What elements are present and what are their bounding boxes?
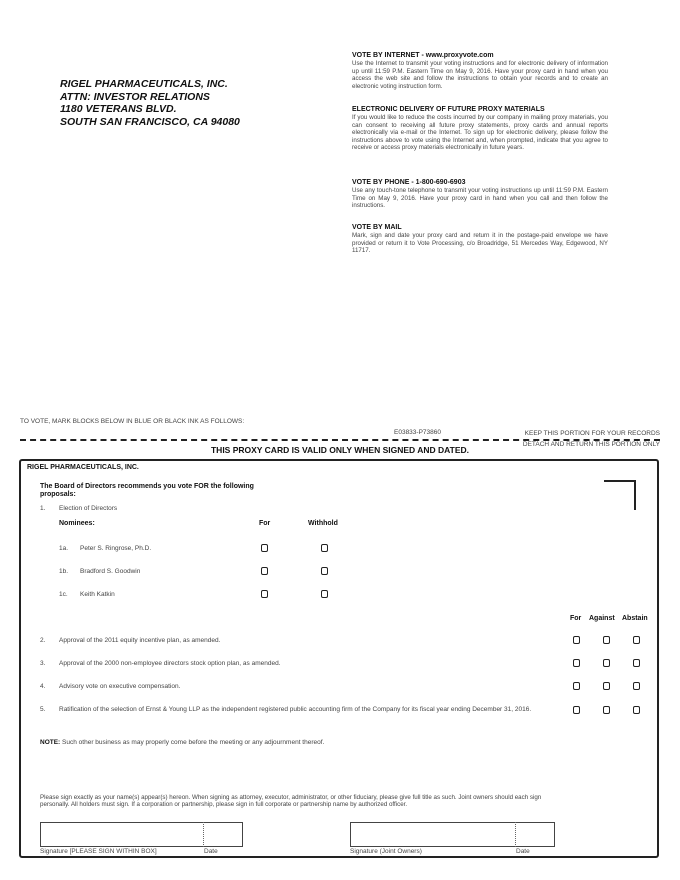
- vote-mail-section: [352, 223, 608, 255]
- proposal-text: Advisory vote on executive compensation.: [59, 683, 181, 690]
- proposals-for-header: For: [570, 615, 582, 622]
- proposal-2-for-checkbox[interactable]: [573, 636, 580, 644]
- vote-phone-body: Use any touch-tone telephone to transmit your voting instructions up until 11:59 P.M. Eastern Time on May 9, 2016. Have your proxy card in hand when you call and then follow the instructions.: [352, 187, 608, 210]
- electronic-delivery-body: If you would like to reduce the costs incurred by our company in mailing proxy materials, you can consent to receiving all future proxy statements, proxy cards and annual reports electronically via e-mail or the Internet. To sign up for electronic delivery, please follow the instructions above to vote using the Internet and, when prompted, indicate that you agree to receive or access proxy materials electronically in future years.: [352, 114, 608, 152]
- proposal-4-abstain-checkbox[interactable]: [633, 682, 640, 690]
- proposal-text: Ratification of the selection of Ernst & Young LLP as the independent registered public accounting firm of the Company for its fiscal year ending December 31, 2016.: [59, 706, 532, 713]
- signature-box[interactable]: [40, 822, 243, 847]
- vote-mail-body: Mark, sign and date your proxy card and return it in the postage-paid envelope we have provided or return it to Vote Processing, c/o Broadridge, 51 Mercedes Way, Edgewood, NY 11717.: [352, 232, 608, 255]
- proposal-3-for-checkbox[interactable]: [573, 659, 580, 667]
- address-line-3: 1180 VETERANS BLVD.: [60, 103, 177, 115]
- proposal-1-label: Election of Directors: [59, 505, 118, 512]
- address-line-4: SOUTH SAN FRANCISCO, CA 94080: [60, 115, 240, 128]
- signing-instructions: Please sign exactly as your name(s) appear(s) hereon. When signing as attorney, executor, administrator, or other fiduciary, please give full title as such. Joint owners should each sign personally. All holders must sign. If a corporation or partnership, please sign in full corporate or partnership name by authorized officer.: [40, 794, 542, 809]
- proposal-text: Approval of the 2000 non-employee directors stock option plan, as amended.: [59, 660, 281, 667]
- proposal-number: 5.: [40, 706, 46, 713]
- board-recommendation: The Board of Directors recommends you vote FOR the following proposals:: [40, 483, 254, 498]
- note: [40, 739, 324, 746]
- proposal-number: 3.: [40, 660, 46, 667]
- nominee-1a-withhold-checkbox[interactable]: [321, 544, 328, 552]
- date-label: Date: [204, 848, 218, 855]
- proposal-5-against-checkbox[interactable]: [603, 706, 610, 714]
- electronic-delivery-title: ELECTRONIC DELIVERY OF FUTURE PROXY MATERIALS: [352, 106, 545, 113]
- withhold-header: Withhold: [308, 520, 338, 527]
- electronic-delivery-section: [352, 105, 608, 152]
- nominee-name: Bradford S. Goodwin: [80, 568, 141, 575]
- nominee-name: Keith Katkin: [80, 591, 115, 598]
- vote-phone-section: [352, 178, 608, 210]
- proposal-5-for-checkbox[interactable]: [573, 706, 580, 714]
- keep-portion-text: KEEP THIS PORTION FOR YOUR RECORDS: [524, 430, 660, 437]
- proposal-2-against-checkbox[interactable]: [603, 636, 610, 644]
- joint-signature-box[interactable]: [350, 822, 555, 847]
- nominee-1a-for-checkbox[interactable]: [261, 544, 268, 552]
- proposal-2-abstain-checkbox[interactable]: [633, 636, 640, 644]
- vote-mail-title: VOTE BY MAIL: [352, 224, 402, 231]
- nominee-number: 1b.: [59, 568, 69, 575]
- joint-date-divider: [515, 822, 517, 847]
- proposal-4-for-checkbox[interactable]: [573, 682, 580, 690]
- detach-portion-text: DETACH AND RETURN THIS PORTION ONLY: [522, 441, 660, 448]
- address-line-2: ATTN: INVESTOR RELATIONS: [60, 90, 210, 103]
- nominee-1c-for-checkbox[interactable]: [261, 590, 268, 598]
- proposal-3-against-checkbox[interactable]: [603, 659, 610, 667]
- for-header: For: [259, 520, 271, 527]
- nominee-number: 1a.: [59, 545, 69, 552]
- proposal-3-abstain-checkbox[interactable]: [633, 659, 640, 667]
- proposal-text: Approval of the 2011 equity incentive plan, as amended.: [59, 637, 221, 644]
- nominee-1b-for-checkbox[interactable]: [261, 567, 268, 575]
- proposal-5-abstain-checkbox[interactable]: [633, 706, 640, 714]
- return-address: [60, 78, 240, 128]
- proposal-1-number: 1.: [40, 505, 46, 512]
- note-label: NOTE:: [40, 739, 61, 746]
- date-divider: [203, 822, 205, 847]
- note-text: Such other business as may properly come before the meeting or any adjournment thereof.: [60, 739, 325, 746]
- proposals-abstain-header: Abstain: [622, 615, 648, 622]
- joint-signature-label: Signature (Joint Owners): [350, 848, 422, 855]
- control-number: E03833-P73860: [394, 429, 441, 436]
- nominee-1c-withhold-checkbox[interactable]: [321, 590, 328, 598]
- address-line-1: RIGEL PHARMACEUTICALS, INC.: [60, 78, 228, 90]
- signature-label: Signature [PLEASE SIGN WITHIN BOX]: [40, 848, 157, 855]
- proposal-number: 4.: [40, 683, 46, 690]
- nominee-1b-withhold-checkbox[interactable]: [321, 567, 328, 575]
- vote-internet-section: [352, 51, 608, 90]
- vote-internet-body: Use the Internet to transmit your voting instructions and for electronic delivery of information up until 11:59 P.M. Eastern Time on May 9, 2016. Have your proxy card in hand when you access the web site and follow the instructions to obtain your records and to create an electronic voting instruction form.: [352, 60, 608, 90]
- proposal-number: 2.: [40, 637, 46, 644]
- to-vote-instruction: TO VOTE, MARK BLOCKS BELOW IN BLUE OR BLACK INK AS FOLLOWS:: [20, 418, 245, 425]
- corner-mark: [604, 480, 636, 510]
- card-company-name: RIGEL PHARMACEUTICALS, INC.: [27, 464, 139, 471]
- joint-date-label: Date: [516, 848, 530, 855]
- nominee-name: Peter S. Ringrose, Ph.D.: [80, 545, 152, 552]
- proposal-4-against-checkbox[interactable]: [603, 682, 610, 690]
- vote-internet-title: VOTE BY INTERNET - www.proxyvote.com: [352, 52, 494, 59]
- proposals-against-header: Against: [589, 615, 615, 622]
- nominee-number: 1c.: [59, 591, 68, 598]
- vote-phone-title: VOTE BY PHONE - 1-800-690-6903: [352, 179, 466, 186]
- nominees-header: Nominees:: [59, 520, 95, 527]
- valid-card-message: THIS PROXY CARD IS VALID ONLY WHEN SIGNED AND DATED.: [210, 445, 470, 455]
